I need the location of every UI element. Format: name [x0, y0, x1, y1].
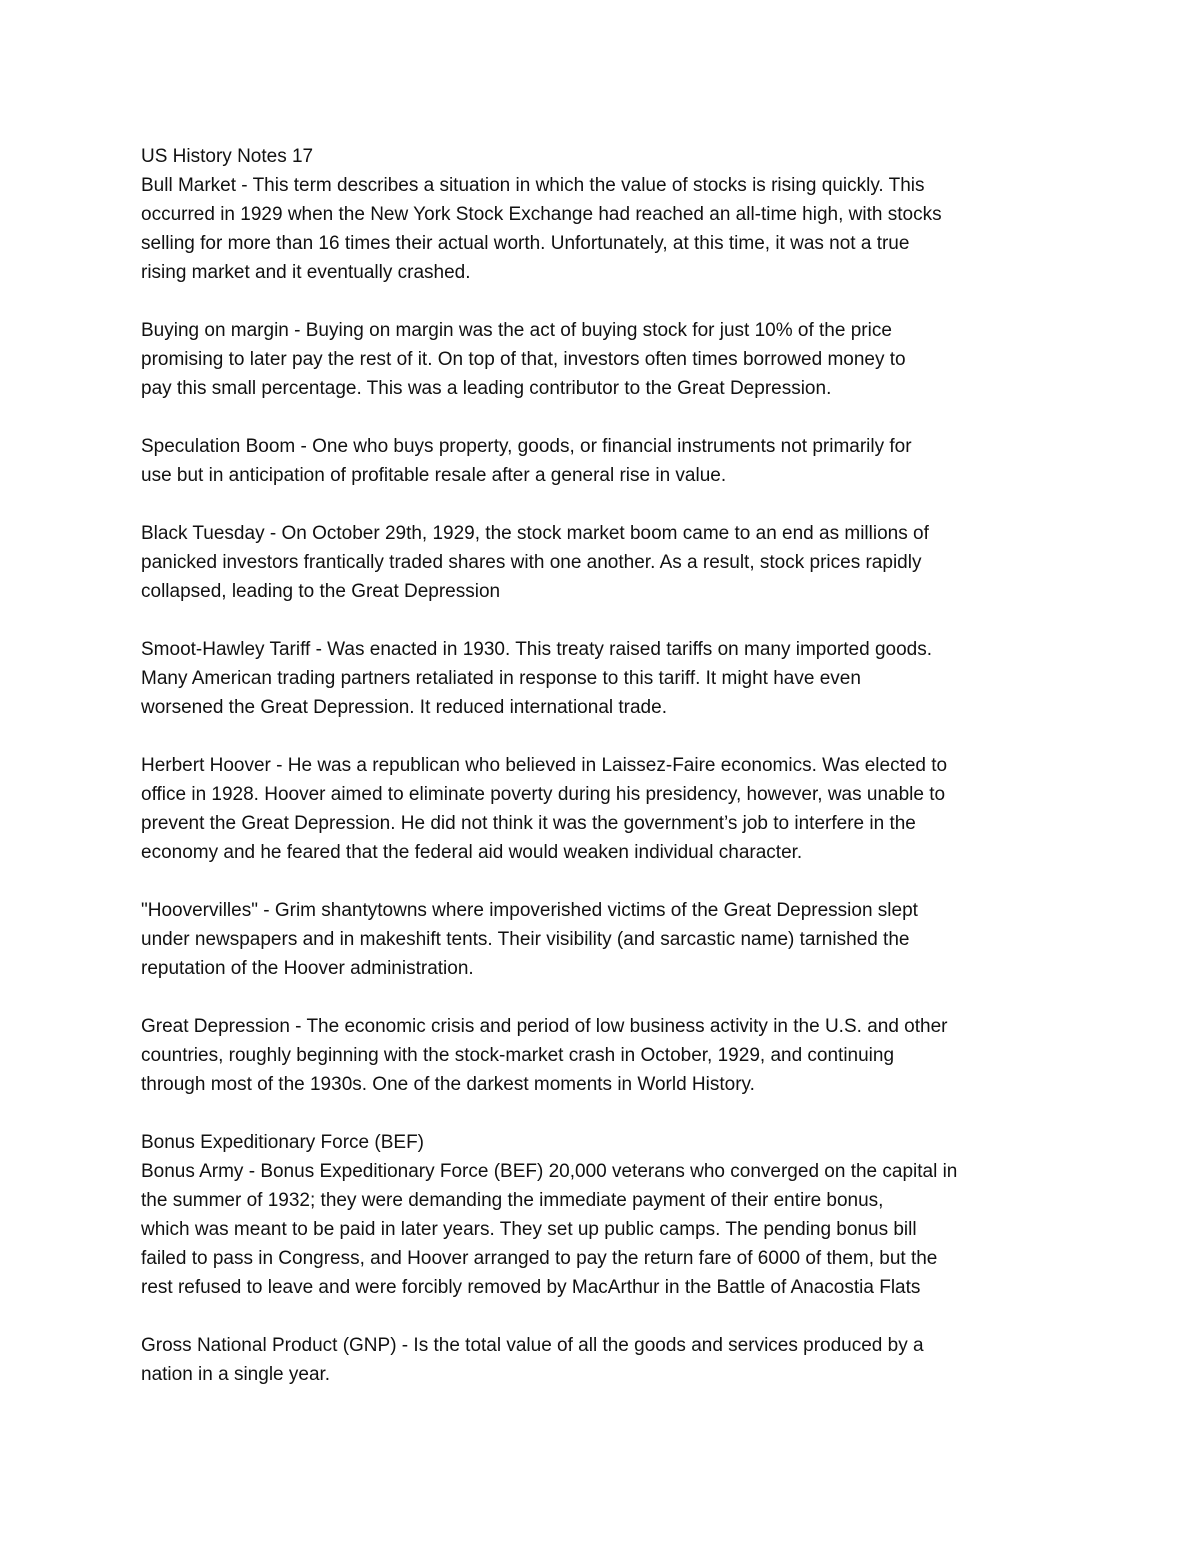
note-line: Gross National Product (GNP) - Is the total value of all the goods and services produced by a	[141, 1335, 924, 1356]
notes-list	[141, 171, 1066, 1389]
note-herbert-hoover	[141, 751, 1066, 867]
note-line: panicked investors frantically traded shares with one another. As a result, stock prices rapidly	[141, 552, 922, 573]
note-line: Bonus Army - Bonus Expeditionary Force (BEF) 20,000 veterans who converged on the capital in	[141, 1161, 958, 1182]
note-line: the summer of 1932; they were demanding the immediate payment of their entire bonus,	[141, 1190, 884, 1211]
note-line: Herbert Hoover - He was a republican who believed in Laissez-Faire economics. Was elected to	[141, 755, 948, 776]
note-line: Speculation Boom - One who buys property, goods, or financial instruments not primarily for	[141, 436, 912, 457]
note-line: reputation of the Hoover administration.	[141, 958, 474, 979]
note-line: through most of the 1930s. One of the darkest moments in World History.	[141, 1074, 755, 1095]
note-line: worsened the Great Depression. It reduced international trade.	[141, 697, 667, 718]
note-line: which was meant to be paid in later years. They set up public camps. The pending bonus bill	[141, 1219, 917, 1240]
document-title: US History Notes 17	[141, 146, 314, 167]
note-line: Buying on margin - Buying on margin was the act of buying stock for just 10% of the price	[141, 320, 892, 341]
note-line: rest refused to leave and were forcibly removed by MacArthur in the Battle of Anacostia Flats	[141, 1277, 921, 1298]
note-line: selling for more than 16 times their actual worth. Unfortunately, at this time, it was not a true	[141, 233, 910, 254]
note-line: pay this small percentage. This was a leading contributor to the Great Depression.	[141, 378, 832, 399]
note-line: office in 1928. Hoover aimed to eliminate poverty during his presidency, however, was unable to	[141, 784, 946, 805]
note-line: countries, roughly beginning with the stock-market crash in October, 1929, and continuing	[141, 1045, 895, 1066]
note-smoot-hawley-tariff	[141, 635, 1066, 722]
note-black-tuesday	[141, 519, 1066, 606]
note-line: economy and he feared that the federal aid would weaken individual character.	[141, 842, 803, 863]
note-line: nation in a single year.	[141, 1364, 331, 1385]
note-bonus-army	[141, 1128, 1066, 1302]
note-line: Many American trading partners retaliated in response to this tariff. It might have even	[141, 668, 861, 689]
note-speculation-boom	[141, 432, 1066, 490]
note-line: under newspapers and in makeshift tents. Their visibility (and sarcastic name) tarnished the	[141, 929, 910, 950]
note-line: prevent the Great Depression. He did not think it was the government’s job to interfere in the	[141, 813, 916, 834]
note-gross-national-product	[141, 1331, 1066, 1389]
note-great-depression	[141, 1012, 1066, 1099]
note-line: collapsed, leading to the Great Depression	[141, 581, 501, 602]
note-line: rising market and it eventually crashed.	[141, 262, 471, 283]
note-buying-on-margin	[141, 316, 1066, 403]
note-line: Black Tuesday - On October 29th, 1929, the stock market boom came to an end as millions of	[141, 523, 929, 544]
note-hoovervilles	[141, 896, 1066, 983]
note-line: Smoot-Hawley Tariff - Was enacted in 1930. This treaty raised tariffs on many imported goods.	[141, 639, 932, 660]
note-line: Great Depression - The economic crisis and period of low business activity in the U.S. and other	[141, 1016, 948, 1037]
note-line: Bonus Expeditionary Force (BEF)	[141, 1132, 425, 1153]
note-line: use but in anticipation of profitable resale after a general rise in value.	[141, 465, 727, 486]
note-line: occurred in 1929 when the New York Stock Exchange had reached an all-time high, with stocks	[141, 204, 942, 225]
note-line: promising to later pay the rest of it. On top of that, investors often times borrowed money to	[141, 349, 906, 370]
note-line: Bull Market - This term describes a situation in which the value of stocks is rising quickly. This	[141, 175, 925, 196]
note-bull-market	[141, 171, 1066, 287]
note-line: failed to pass in Congress, and Hoover arranged to pay the return fare of 6000 of them, but the	[141, 1248, 938, 1269]
note-line: "Hoovervilles" - Grim shantytowns where impoverished victims of the Great Depression slept	[141, 900, 918, 921]
document-body	[141, 142, 1066, 1389]
